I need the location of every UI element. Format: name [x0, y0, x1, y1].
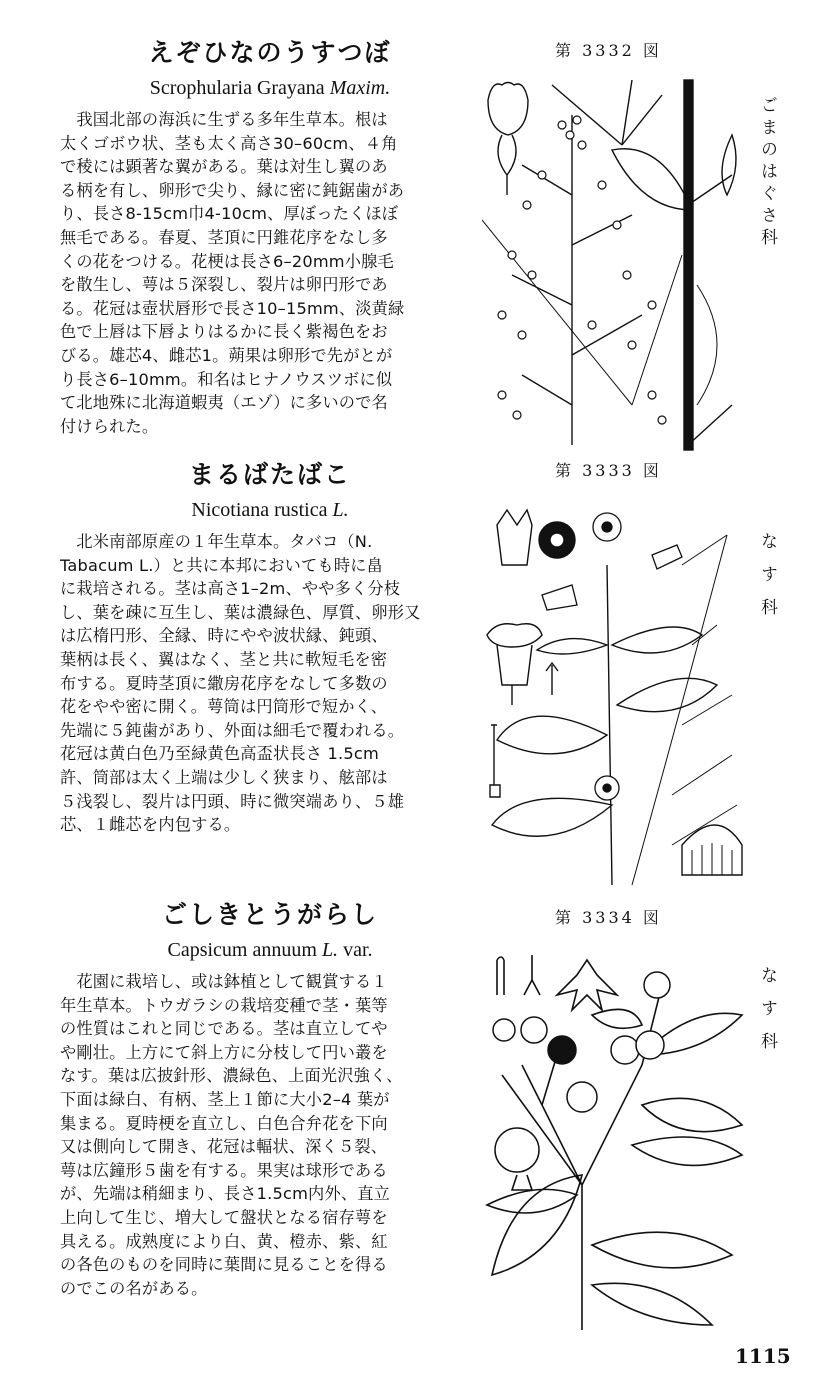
scientific-binomial: Capsicum annuum [167, 939, 317, 961]
scientific-author: L. [332, 499, 349, 521]
text-line: り長さ6–10mm。和名はヒナノウスツボに似 [60, 369, 393, 389]
text-line: Tabacum L.）と共に本邦においても時に畠 [60, 555, 383, 575]
text-line: 付けられた。 [60, 416, 159, 436]
scientific-author: Maxim. [329, 77, 391, 99]
text-line: のでこの名がある。 [60, 1278, 208, 1298]
text-line: の性質はこれと同じである。茎は直立してや [60, 1019, 388, 1039]
entry-capsicum-annuum [60, 898, 480, 1300]
scientific-binomial: Nicotiana rustica [191, 499, 328, 521]
text-line: 萼は広鐘形５歯を有する。果実は球形である [60, 1160, 388, 1180]
entry-scientific-name [60, 74, 480, 102]
entry-nicotiana-rustica [60, 458, 480, 837]
figure-label: 第 3334 図 [555, 908, 662, 927]
entry-description [60, 530, 480, 837]
family-label: なす科 [757, 966, 777, 1065]
plant-illustration-nicotiana [482, 505, 750, 885]
scientific-variety: var. [343, 939, 373, 961]
family-label: ごまのはぐさ科 [757, 96, 777, 250]
entry-scientific-name [60, 496, 480, 524]
entry-description [60, 108, 480, 438]
text-line: は広楕円形、全縁、時にやや波状縁、鈍頭、 [60, 626, 388, 646]
text-line: 又は側向して開き、花冠は輻状、深く５裂、 [60, 1137, 388, 1157]
text-line: 我国北部の海浜に生ずる多年生草本。根は [60, 110, 388, 129]
text-line: 花をやや密に開く。萼筒は円筒形で短かく、 [60, 697, 388, 717]
text-line: 集まる。夏時梗を直立し、白色合弁花を下向 [60, 1113, 388, 1133]
text-line: る。花冠は壺状唇形で長さ10–15mm、淡黄緑 [60, 298, 405, 318]
text-line: 花冠は黄白色乃至緑黄色高盃状長さ 1.5cm [60, 744, 379, 764]
plant-illustration-capsicum [482, 945, 750, 1335]
text-line: 葉柄は長く、翼はなく、茎と共に軟短毛を密 [60, 649, 388, 669]
text-line: で稜には顕著な翼がある。葉は対生し翼のあ [60, 157, 388, 177]
text-line: り、長さ8-15cm巾4-10cm、厚ぼったくほぼ [60, 204, 399, 224]
text-line: くの花をつける。花梗は長さ6–20mm小腺毛 [60, 251, 394, 271]
text-line: ５浅裂し、裂片は円頭、時に微突端あり、５雄 [60, 791, 405, 811]
text-line: る柄を有し、卵形で尖り、縁に密に鈍鋸歯があ [60, 180, 405, 200]
page-number: 1115 [735, 1344, 791, 1368]
entry-jp-name: ごしきとうがらし [161, 900, 378, 929]
text-line: し、葉を疎に互生し、葉は濃緑色、厚質、卵形又 [60, 602, 421, 622]
text-line: 北米南部原産の１年生草本。タバコ（N. [60, 532, 373, 551]
text-line: 年生草本。トウガラシの栽培変種で茎・葉等 [60, 995, 388, 1015]
text-line: に栽培される。茎は高さ1–2m、やや多く分枝 [60, 579, 401, 599]
plant-illustration-scrophularia [482, 75, 750, 455]
text-line: 布する。夏時茎頂に繖房花序をなして多数の [60, 673, 388, 693]
text-line: 上向して生じ、増大して盤状となる宿存萼を [60, 1207, 388, 1227]
text-line: 先端に５鈍歯があり、外面は細毛で覆われる。 [60, 720, 405, 740]
figure-label: 第 3332 図 [555, 41, 662, 60]
text-line: 下面は緑白、有柄、茎上１節に大小2–4 葉が [60, 1089, 390, 1109]
entry-jp-name: えぞひなのうすつぼ [148, 38, 392, 67]
text-line: びる。雄芯4、雌芯1。蒴果は卵形で先がとが [60, 345, 393, 365]
entry-scientific-name [60, 936, 480, 964]
text-line: 色で上唇は下唇よりはるかに長く紫褐色をお [60, 322, 388, 342]
scientific-author: L. [321, 939, 339, 961]
text-line: の各色のものを同時に葉間に見ることを得る [60, 1255, 388, 1275]
text-line: なす。葉は広披針形、濃緑色、上面光沢強く、 [60, 1066, 403, 1086]
text-line: や剛壮。上方にて斜上方に分枝して円い叢を [60, 1042, 388, 1062]
entry-description [60, 970, 480, 1300]
text-line: が、先端は稍細まり、長さ1.5cm内外、直立 [60, 1184, 390, 1204]
text-line: 太くゴボウ状、茎も太く高さ30–60cm、４角 [60, 133, 398, 153]
family-label: なす科 [757, 532, 777, 631]
text-line: を散生し、萼は５深裂し、裂片は卵円形であ [60, 275, 388, 295]
text-line: 許、筒部は太く上端は少しく狭まり、舷部は [60, 767, 388, 787]
text-line: 無毛である。春夏、茎頂に円錐花序をなし多 [60, 227, 388, 247]
text-line: 花園に栽培し、或は鉢植として観賞する１ [60, 972, 388, 991]
figure-label: 第 3333 図 [555, 461, 662, 480]
entry-scrophularia-grayana [60, 36, 480, 438]
entry-jp-name: まるばたばこ [188, 460, 351, 489]
text-line: て北地殊に北海道蝦夷（エゾ）に多いので名 [60, 393, 388, 413]
text-line: 具える。成熟度により白、黄、橙赤、紫、紅 [60, 1231, 388, 1251]
scientific-binomial: Scrophularia Grayana [149, 77, 325, 99]
text-line: 芯、１雌芯を内包する。 [60, 815, 241, 835]
